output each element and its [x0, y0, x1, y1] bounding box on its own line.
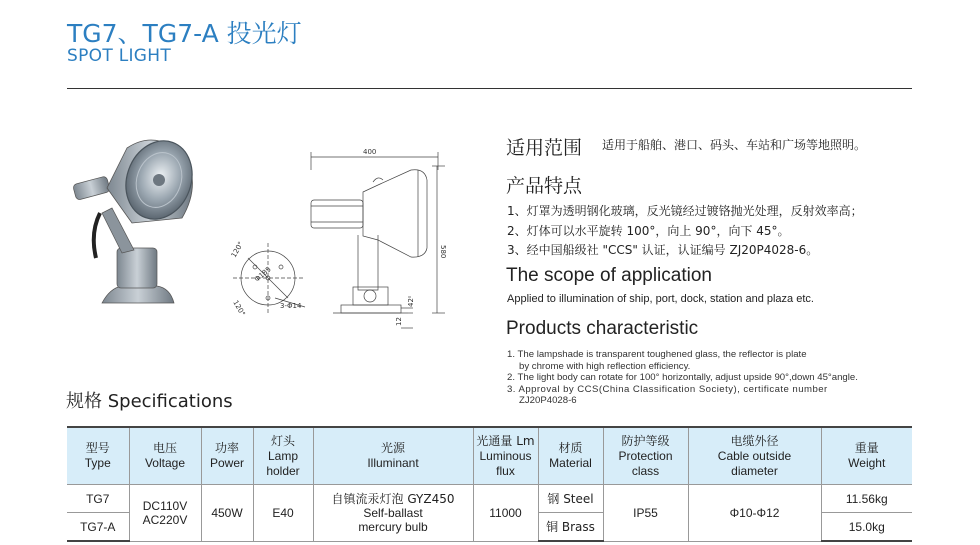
col-header-material: 材质 Material — [538, 427, 603, 485]
cell-lamp-holder: E40 — [253, 485, 313, 542]
table-header-row — [67, 427, 912, 485]
holes-label: 3-Φ14 — [280, 302, 302, 310]
list-item: 1、灯罩为透明钢化玻璃，反光镜经过镀铬抛光处理，反射效率高； — [507, 204, 863, 218]
features-heading: 产品特点 — [506, 175, 583, 197]
cell-material: 铜 Brass — [538, 513, 603, 542]
page-title: TG7、TG7-A 投光灯 — [67, 19, 302, 48]
specs-table — [67, 426, 912, 542]
technical-drawing — [213, 140, 458, 335]
col-header-weight: 重量 Weight — [821, 427, 912, 485]
product-photo — [62, 118, 212, 318]
list-item-continuation: by chrome with high reflection efficiency. — [519, 360, 691, 372]
cell-flux: 11000 — [473, 485, 538, 542]
angle-top-label: 120° — [229, 240, 246, 259]
characteristic-heading: Products characteristic — [506, 318, 699, 339]
usage-text: 适用于船舶、港口、码头、车站和广场等地照明。 — [602, 138, 867, 152]
characteristic-list — [507, 349, 917, 407]
list-item: 3、经中国船级社 "CCS" 认证，认证编号 ZJ20P4028-6。 — [507, 243, 819, 257]
dim-base-label: 42 — [407, 298, 415, 307]
page-subtitle: SPOT LIGHT — [67, 46, 172, 66]
scope-heading: The scope of application — [506, 265, 712, 286]
scope-text: Applied to illumination of ship, port, dock, station and plaza etc. — [507, 293, 814, 305]
col-header-power: 功率 Power — [201, 427, 253, 485]
list-item-continuation: ZJ20P4028-6 — [519, 395, 577, 406]
dim-height-label: 580 — [439, 245, 447, 259]
usage-heading: 适用范围 — [506, 137, 583, 159]
angle-bottom-label: 120° — [231, 299, 247, 318]
cell-weight: 11.56kg — [821, 485, 912, 513]
header-divider — [67, 88, 912, 89]
cell-power: 450W — [201, 485, 253, 542]
cell-type: TG7-A — [67, 513, 129, 542]
list-item: 3. Approval by CCS(China Classification Society), certificate number — [507, 383, 828, 395]
col-header-cable: 电缆外径 Cable outside diameter — [688, 427, 821, 485]
list-item: 2、灯体可以水平旋转 100°，向上 90°，向下 45°。 — [507, 223, 790, 238]
col-header-voltage: 电压 Voltage — [129, 427, 201, 485]
cell-material: 钢 Steel — [538, 485, 603, 513]
features-list — [507, 202, 863, 261]
col-header-protection: 防护等级 Protection class — [603, 427, 688, 485]
circle-dia-label: Φ185 — [253, 265, 273, 284]
dim-foot-label: 12 — [395, 317, 403, 326]
dim-width-label: 400 — [363, 148, 377, 156]
cell-illuminant: 自镇流汞灯泡 GYZ450 Self-ballast mercury bulb — [313, 485, 473, 542]
cell-weight: 15.0kg — [821, 513, 912, 542]
cell-protection: IP55 — [603, 485, 688, 542]
cell-voltage: DC110V AC220V — [129, 485, 201, 542]
table-row — [67, 485, 912, 513]
list-item: 2. The light body can rotate for 100° horizontally, adjust upside 90°,down 45°angle. — [507, 372, 858, 383]
col-header-illuminant: 光源 Illuminant — [313, 427, 473, 485]
cell-cable: Φ10-Φ12 — [688, 485, 821, 542]
list-item: 1. The lampshade is transparent toughened glass, the reflector is plate — [507, 349, 807, 360]
col-header-type: 型号 Type — [67, 427, 129, 485]
col-header-lamp-holder: 灯头 Lamp holder — [253, 427, 313, 485]
cell-type: TG7 — [67, 485, 129, 513]
specs-title: 规格 Specifications — [66, 391, 233, 412]
col-header-flux: 光通量 Lm Luminous flux — [473, 427, 538, 485]
